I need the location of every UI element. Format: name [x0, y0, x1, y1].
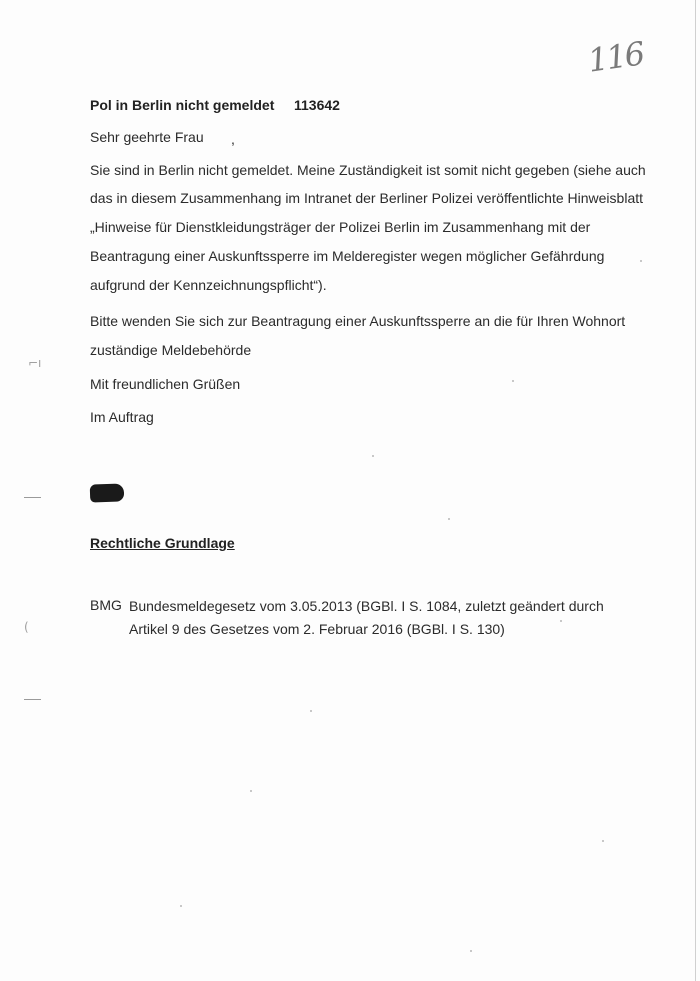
scan-speck: [560, 620, 562, 622]
margin-line: [24, 699, 41, 700]
margin-line: [24, 497, 41, 498]
closing: Mit freundlichen Grüßen: [90, 376, 241, 392]
subject-text: Pol in Berlin nicht gemeldet: [90, 97, 275, 113]
scan-speck: [310, 710, 312, 712]
law-citation-line: Artikel 9 des Gesetzes vom 2. Februar 2016 (BGBl. I S. 130): [129, 621, 505, 637]
scan-speck: [602, 840, 604, 842]
scan-speck: [250, 790, 252, 792]
law-abbreviation: BMG: [90, 597, 122, 613]
body-line: aufgrund der Kennzeichnungspflicht“).: [90, 277, 327, 293]
body-line: Sie sind in Berlin nicht gemeldet. Meine Zuständigkeit ist somit nicht gegeben (siehe auch: [90, 162, 646, 178]
scan-speck: [512, 380, 514, 382]
scan-speck: [640, 260, 642, 262]
law-citation-line: Bundesmeldegesetz vom 3.05.2013 (BGBl. I S. 1084, zuletzt geändert durch: [129, 598, 604, 614]
page-edge: [695, 0, 696, 981]
body-line: „Hinweise für Dienstkleidungsträger der Polizei Berlin im Zusammenhang mit der: [90, 219, 591, 235]
scan-speck: [470, 950, 472, 952]
signature-note: Im Auftrag: [90, 409, 154, 425]
reference-number: 113642: [294, 97, 340, 113]
body-line: Beantragung einer Auskunftssperre im Melderegister wegen möglicher Gefährdung: [90, 248, 605, 264]
body-line: Bitte wenden Sie sich zur Beantragung einer Auskunftssperre an die für Ihren Wohnort: [90, 313, 626, 329]
salutation: Sehr geehrte Frau: [90, 129, 204, 145]
margin-mark: ⌐ı: [28, 356, 42, 370]
body-line: das in diesem Zusammenhang im Intranet der Berliner Polizei veröffentlichte Hinweisblatt: [90, 190, 644, 206]
body-line: zuständige Meldebehörde: [90, 342, 252, 358]
handwritten-page-number: 116: [585, 34, 646, 80]
scan-speck: [448, 518, 450, 520]
subject-line: [90, 97, 340, 113]
redacted-signature: [90, 483, 125, 502]
scan-speck: [372, 455, 374, 457]
salutation-comma: ,: [231, 131, 235, 147]
scan-speck: [180, 905, 182, 907]
legal-basis-heading: Rechtliche Grundlage: [90, 535, 235, 551]
margin-mark: (: [24, 620, 29, 634]
